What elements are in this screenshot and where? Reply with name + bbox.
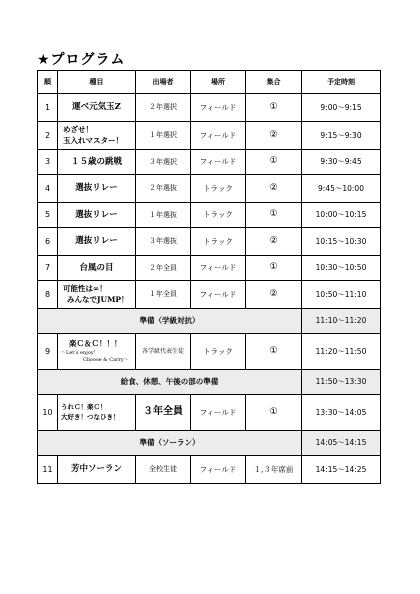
scheduled-time: 11:50～13:30 xyxy=(302,370,381,395)
place: フィールド xyxy=(191,395,246,431)
gather-point: ① xyxy=(246,395,302,431)
header-participants: 出場者 xyxy=(136,71,191,94)
place: フィールド xyxy=(191,94,246,122)
table-row-break xyxy=(38,431,381,456)
participants: ３年選択 xyxy=(136,150,191,175)
row-number: 1 xyxy=(38,94,58,122)
gather-point: ② xyxy=(246,281,302,309)
scheduled-time: 9:30～9:45 xyxy=(302,150,381,175)
event-name: 楽Ｃ＆Ｃ！！！ ～Let’s enjoy！ Choose & Carry～ xyxy=(58,334,136,370)
scheduled-time: 9:00～9:15 xyxy=(302,94,381,122)
row-number: 8 xyxy=(38,281,58,309)
event-name: めざせ！ 玉入れマスター！ xyxy=(58,122,136,150)
program-table xyxy=(37,70,381,484)
program-title: ★プログラム xyxy=(37,52,126,68)
event-name: 可能性は∞！ みんなでJUMP！ xyxy=(58,281,136,309)
event-name: １５歳の跳戦 xyxy=(58,150,136,175)
row-number: 3 xyxy=(38,150,58,175)
table-row xyxy=(38,256,381,281)
participants: ２年全員 xyxy=(136,256,191,281)
scheduled-time: 14:15～14:25 xyxy=(302,456,381,484)
table-row xyxy=(38,122,381,150)
participants: 全校生徒 xyxy=(136,456,191,484)
participants: １年選抜 xyxy=(136,203,191,228)
table-row xyxy=(38,281,381,309)
event-name: 芳中ソーラン xyxy=(58,456,136,484)
header-gather: 集合 xyxy=(246,71,302,94)
table-row xyxy=(38,150,381,175)
gather-point: ② xyxy=(246,175,302,203)
scheduled-time: 10:00～10:15 xyxy=(302,203,381,228)
place: トラック xyxy=(191,334,246,370)
page-title xyxy=(37,49,125,69)
scheduled-time: 13:30～14:05 xyxy=(302,395,381,431)
scheduled-time: 14:05～14:15 xyxy=(302,431,381,456)
table-row xyxy=(38,175,381,203)
row-number: 5 xyxy=(38,203,58,228)
participants: ２年選択 xyxy=(136,94,191,122)
gather-point: ② xyxy=(246,228,302,256)
row-number: 2 xyxy=(38,122,58,150)
scheduled-time: 10:50～11:10 xyxy=(302,281,381,309)
scheduled-time: 9:15～9:30 xyxy=(302,122,381,150)
event-name: 選抜リレー xyxy=(58,228,136,256)
scheduled-time: 10:15～10:30 xyxy=(302,228,381,256)
place: トラック xyxy=(191,228,246,256)
header-order: 順 xyxy=(38,71,58,94)
row-number: 9 xyxy=(38,334,58,370)
gather-point: ① xyxy=(246,203,302,228)
row-number: 10 xyxy=(38,395,58,431)
table-row xyxy=(38,456,381,484)
participants: ３年選抜 xyxy=(136,228,191,256)
place: トラック xyxy=(191,203,246,228)
participants: 各学級代表生徒 xyxy=(136,334,191,370)
event-name: 選抜リレー xyxy=(58,203,136,228)
scheduled-time: 11:10～11:20 xyxy=(302,309,381,334)
table-header-row xyxy=(38,71,381,94)
table-row xyxy=(38,395,381,431)
header-place: 場所 xyxy=(191,71,246,94)
gather-point: ① xyxy=(246,334,302,370)
place: トラック xyxy=(191,175,246,203)
event-name: 運べ元気玉Z xyxy=(58,94,136,122)
gather-point: ① xyxy=(246,94,302,122)
place: フィールド xyxy=(191,122,246,150)
place: フィールド xyxy=(191,150,246,175)
place: フィールド xyxy=(191,256,246,281)
break-label: 給食、休憩、午後の部の準備 xyxy=(38,370,302,395)
table-row-break xyxy=(38,370,381,395)
gather-point: ② xyxy=(246,122,302,150)
row-number: 6 xyxy=(38,228,58,256)
event-name: 選抜リレー xyxy=(58,175,136,203)
gather-point: ① xyxy=(246,256,302,281)
place: フィールド xyxy=(191,281,246,309)
table-row xyxy=(38,94,381,122)
gather-point: １,３年席前 xyxy=(246,456,302,484)
scheduled-time: 10:30～10:50 xyxy=(302,256,381,281)
participants: ２年選抜 xyxy=(136,175,191,203)
header-event: 種目 xyxy=(58,71,136,94)
break-label: 準備（学級対抗） xyxy=(38,309,302,334)
participants: １年選択 xyxy=(136,122,191,150)
table-row xyxy=(38,334,381,370)
row-number: 11 xyxy=(38,456,58,484)
scheduled-time: 11:20～11:50 xyxy=(302,334,381,370)
scheduled-time: 9:45～10:00 xyxy=(302,175,381,203)
table-row xyxy=(38,203,381,228)
event-name: うれＣ！楽Ｃ！ 大好き！つなひき！ xyxy=(58,395,136,431)
event-name: 台風の目 xyxy=(58,256,136,281)
gather-point: ① xyxy=(246,150,302,175)
table-row xyxy=(38,228,381,256)
row-number: 4 xyxy=(38,175,58,203)
break-label: 準備（ソーラン） xyxy=(38,431,302,456)
participants: １年全員 xyxy=(136,281,191,309)
header-time: 予定時刻 xyxy=(302,71,381,94)
table-row-break xyxy=(38,309,381,334)
row-number: 7 xyxy=(38,256,58,281)
place: フィールド xyxy=(191,456,246,484)
participants: ３年全員 xyxy=(136,395,191,431)
